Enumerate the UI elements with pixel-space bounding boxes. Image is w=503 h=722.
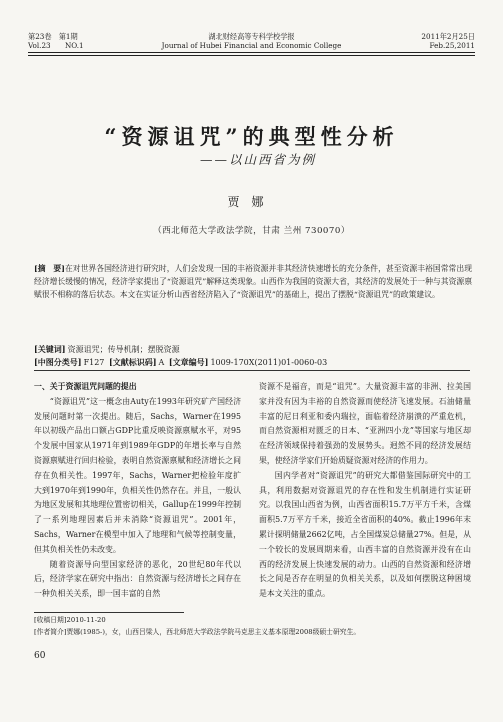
body-column-left (34, 380, 241, 602)
header-volume-en: Vol.23 NO.1 (28, 41, 84, 50)
header-rule-thin (28, 55, 475, 56)
clc-label: [中图分类号] (34, 357, 82, 367)
doc-code-value: A (158, 358, 165, 367)
header-date-cn: 2011年2月25日 (421, 32, 475, 41)
abstract-text: 在对世界各国经济进行研究时，人们会发现一国的丰裕资源并非其经济快速增长的充分条件，甚至资源丰裕国常常出现经济增长缓慢的情况，经济学家提出了“资源诅咒”解释这类现象。山西作为我国的资源大省，其经济的发展处于一种与其资源禀赋很不相称的落后状态。本文在实证分析山西省经济陷入了“资源诅咒”的基础上，提出了摆脱“资源诅咒”的政策建议。 (34, 264, 472, 300)
body-column-right (259, 380, 471, 602)
paragraph: 随着资源导向型国家经济的恶化，20世纪80年代以后，经济学家在研究中指出：自然资源与经济增长之间存在一种负相关关系，即一国丰富的自然 (34, 559, 241, 599)
footnote-rule (34, 612, 184, 613)
page-number: 60 (34, 651, 46, 661)
header-journal-en: Journal of Hubei Financial and Economic College (161, 41, 342, 50)
header-date (421, 32, 475, 50)
header-rule-thick (28, 52, 475, 53)
abstract-block (34, 262, 472, 302)
header-date-en: Feb.25,2011 (429, 41, 475, 50)
paragraph: 国内学者对“资源诅咒”的研究大都借鉴国际研究中的工具，利用数据对资源诅咒的存在性和发生机制进行实证研究。以我国山西省为例，山西省面积15.7万平方千米，含煤面积5.7万平方千米，接近全省面积的40%。截止1996年末累计探明储量2662亿吨，占全国煤炭总储量27%。但是，从一个较长的发展周期来看，山西丰富的自然资源并没有在山西的经济发展上快速发展的动力。山西的自然资源和经济增长之间是否存在明显的负相关关系，以及如何摆脱这种困境是本文关注的重点。 (259, 470, 471, 599)
abstract-label: [摘 要] (34, 264, 65, 273)
doc-code-label: [文献标识码] (108, 357, 157, 367)
abstract-rule (34, 370, 470, 371)
header-journal (28, 32, 475, 50)
paragraph: 资源不是福音，而是“诅咒”。大量资源丰富的非洲、拉美国家并没有因为丰裕的自然资源而使经济飞速发展。石油储量丰富的尼日利亚和委内瑞拉，面临着经济崩溃的严重危机，而自然资源相对匮乏的日本、“亚洲四小龙”等国家与地区却在经济领域保持着强劲的发展势头。迥然不同的经济发展结果，使经济学家们开始质疑资源对经济的作用力。 (259, 382, 471, 465)
article-meta (34, 343, 472, 369)
clc-value: F127 (83, 358, 105, 367)
keywords-text: 资源诅咒；传导机制；摆脱资源 (67, 345, 180, 354)
paragraph: “资源诅咒”这一概念由Auty在1993年研究矿产国经济发展问题时第一次提出。随后，Sachs，Warner在1995年以初级产品出口额占GDP比重反映资源禀赋水平，对95个发展中国家从1971年到1989年GDP的年增长率与自然资源禀赋进行回归检验，表明自然资源禀赋和经济增长之间存在负相关性。1997年，Sachs，Warner把检验年度扩大到1970年到1990年，负相关性仍然存在。并且，一般认为地区发展和其地理位置密切相关，Gallup在1999年控制了一系列地理因素后并未消除“资源诅咒”。2001年，Sachs，Warner在模型中加入了地理和气候等控制变量，但其负相关性仍未改变。 (34, 396, 241, 554)
article-subtitle: ——以山西省为例 (200, 152, 317, 167)
keywords-label: [关键词] (34, 344, 66, 354)
section-heading: 一、关于资源诅咒问题的提出 (34, 382, 137, 391)
author-affiliation: （西北师范大学政法学院，甘肃 兰州 730070） (153, 226, 350, 236)
article-number-value: 1009-170X(2011)01-0060-03 (210, 358, 328, 367)
author-name: 贾娜 (227, 195, 276, 209)
article-title: “资源诅咒”的典型性分析 (104, 124, 399, 149)
footnote-block (34, 614, 474, 638)
header-volume-cn: 第23卷 第1期 (28, 32, 78, 41)
header-journal-cn: 湖北财经高等专科学校学报 (208, 32, 295, 41)
footnote-received: [收稿日期]2010-11-20 (34, 616, 106, 624)
article-number-label: [文章编号] (168, 357, 209, 367)
footnote-author-info: [作者简介]贾娜(1985-)，女，山西吕梁人，西北师范大学政法学院马克思主义基本原理2008级硕士研究生。 (34, 628, 361, 636)
